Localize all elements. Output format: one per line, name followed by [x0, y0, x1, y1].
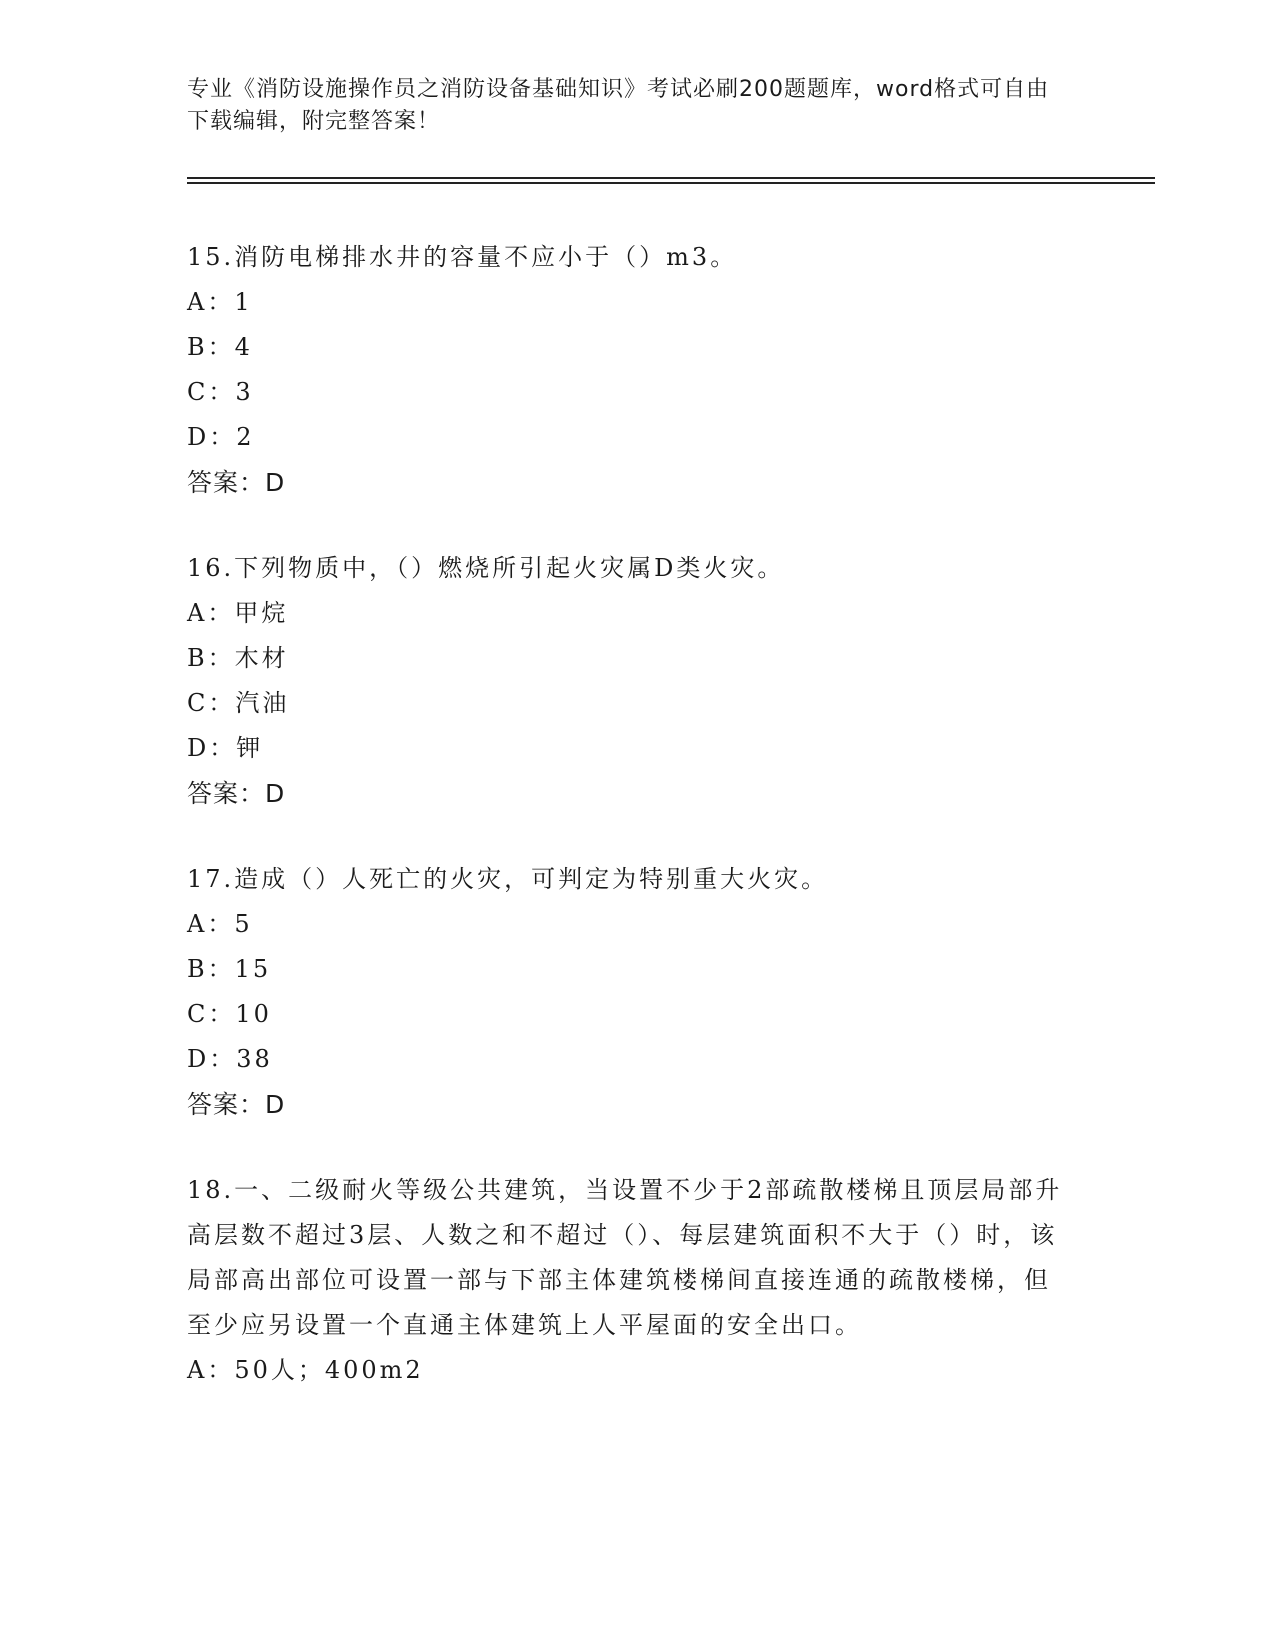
answer-line: 答案：D	[187, 468, 286, 497]
option-b: B：15	[187, 955, 272, 983]
option-c: C：10	[187, 1000, 272, 1028]
option-a: A：1	[187, 288, 253, 316]
option-d: D：38	[187, 1045, 273, 1073]
header-divider-top	[187, 177, 1155, 179]
question-17	[187, 857, 1067, 1127]
question-16	[187, 546, 1067, 816]
option-b: B：4	[187, 333, 253, 361]
question-list	[187, 235, 1067, 1434]
answer-line: 答案：D	[187, 779, 286, 808]
question-stem: 16.下列物质中，（）燃烧所引起火灾属D类火灾。	[187, 554, 785, 582]
option-c: C：3	[187, 378, 254, 406]
question-stem: 18.一、二级耐火等级公共建筑，当设置不少于2部疏散楼梯且顶层局部升高层数不超过3层、人数之和不超过（）、每层建筑面积不大于（）时，该局部高出部位可设置一部与下部主体建筑楼梯间直接连通的疏散楼梯，但至少应另设置一个直通主体建筑上人平屋面的安全出口。	[187, 1176, 1063, 1339]
option-a: A：50人；400m2	[187, 1356, 424, 1384]
question-18	[187, 1168, 1067, 1393]
question-stem: 17.造成（）人死亡的火灾，可判定为特别重大火灾。	[187, 865, 829, 893]
option-d: D：2	[187, 423, 255, 451]
question-stem: 15.消防电梯排水井的容量不应小于（）m3。	[187, 243, 738, 271]
option-b: B：木材	[187, 644, 289, 672]
option-a: A：甲烷	[187, 599, 289, 627]
answer-line: 答案：D	[187, 1090, 286, 1119]
option-d: D：钾	[187, 734, 264, 762]
option-c: C：汽油	[187, 689, 290, 717]
option-a: A：5	[187, 910, 253, 938]
header-divider-bottom	[187, 182, 1155, 184]
question-15	[187, 235, 1067, 505]
document-header: 专业《消防设施操作员之消防设备基础知识》考试必刷200题题库，word格式可自由下载编辑，附完整答案！	[187, 77, 1050, 134]
